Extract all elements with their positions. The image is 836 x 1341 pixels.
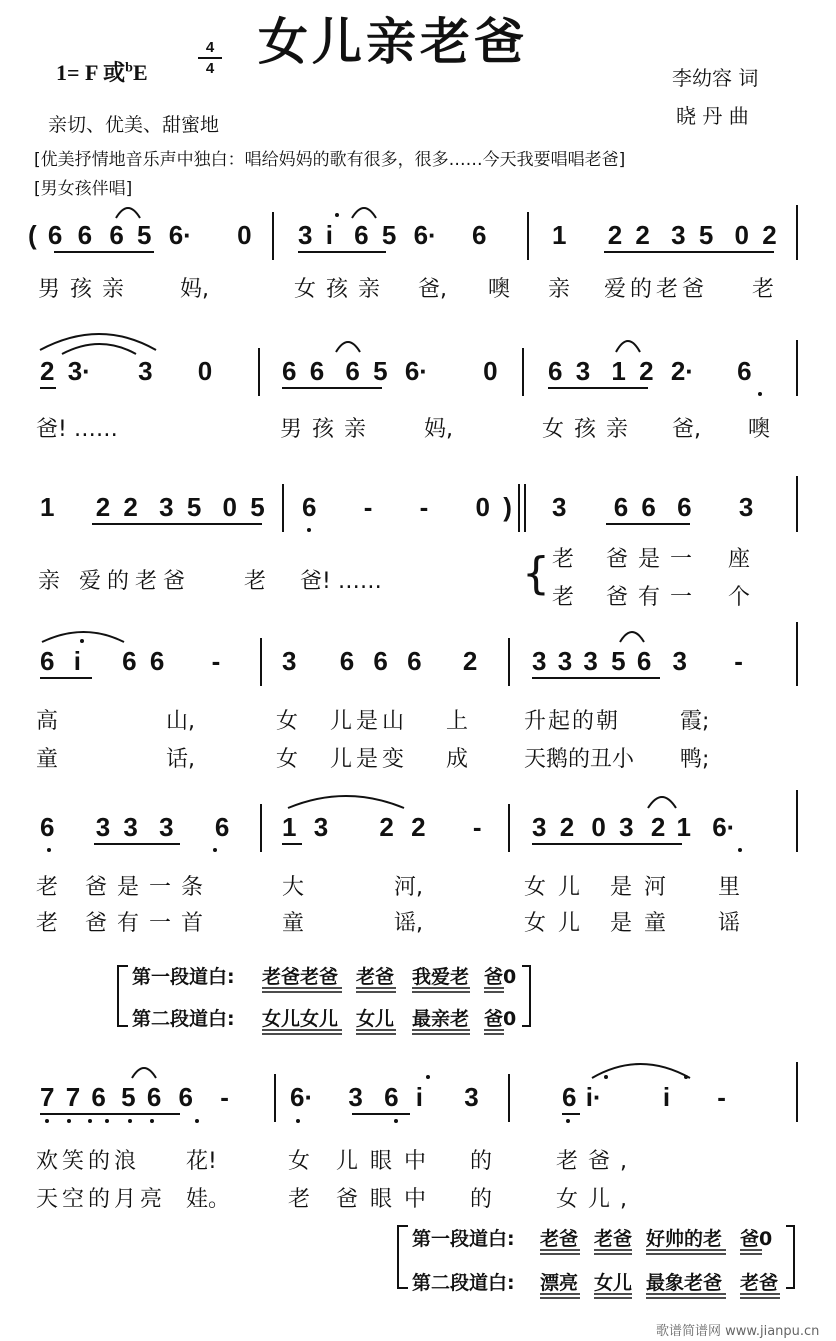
note: 1 xyxy=(282,812,297,842)
note: 3 xyxy=(348,1082,363,1112)
note: 2 xyxy=(559,812,575,842)
dialogue1-text: 爸0 xyxy=(740,1228,773,1250)
note: 5 xyxy=(381,220,397,250)
note: i xyxy=(415,1082,423,1112)
note: 2 xyxy=(379,812,394,842)
note: 2 xyxy=(411,812,426,842)
dialogue1-label: 第一段道白: xyxy=(412,1228,515,1250)
note: 1 xyxy=(611,356,626,386)
note: 3 xyxy=(575,356,591,386)
slur xyxy=(42,632,124,642)
lyric: 男孩亲 xyxy=(280,417,377,442)
note: 5 xyxy=(137,220,152,250)
verse1-lyric: 老 爸是一条 xyxy=(36,875,213,900)
note: 5 xyxy=(121,1082,136,1112)
verse1-lyric: 升起的朝 xyxy=(524,709,621,734)
slur xyxy=(336,342,360,352)
note: 3 xyxy=(95,812,111,842)
rest: 0 xyxy=(734,220,749,250)
dialogue2-label: 第二段道白: xyxy=(412,1272,515,1294)
note: 2 xyxy=(639,356,654,386)
chorus-direction: [男女孩伴唱] xyxy=(34,179,133,199)
verse1-lyric: 欢笑的浪 xyxy=(36,1149,141,1174)
dialogue1-text: 老爸 xyxy=(356,966,395,988)
note: 7 xyxy=(65,1082,81,1112)
note: 6 xyxy=(40,812,55,842)
verse1-lyric: 河, xyxy=(394,875,423,900)
note: 6 xyxy=(737,356,752,386)
rest: 0 xyxy=(237,220,252,250)
note: 6 xyxy=(384,1082,399,1112)
note: 3 xyxy=(298,220,313,250)
slur xyxy=(288,796,404,808)
note: 2 xyxy=(123,492,138,522)
paren-open: ( xyxy=(28,220,37,250)
verse1-lyric: 里 xyxy=(718,875,741,900)
time-signature: 4 4 xyxy=(198,38,222,78)
dialogue2-text: 女儿 xyxy=(356,1008,395,1030)
dialogue2-text: 爸0 xyxy=(484,1008,517,1030)
lyric: 亲 xyxy=(548,277,571,302)
verse2-lyric: 天空的月亮 xyxy=(36,1187,167,1212)
rest: 0 xyxy=(197,356,213,386)
note: 6 xyxy=(302,492,317,522)
lyric: 爸, xyxy=(672,417,701,442)
key-signature: 1= F 或$^b$E xyxy=(56,60,148,85)
note: 6 xyxy=(309,356,325,386)
lyric: 老 xyxy=(244,569,267,594)
verse2-lyric: 童 xyxy=(282,911,305,936)
verse1-lyric: 上 xyxy=(446,709,469,734)
lyric: 妈, xyxy=(424,417,453,442)
note: 6 xyxy=(47,220,63,250)
slur xyxy=(116,208,140,218)
note: i· xyxy=(585,1082,602,1112)
note: 5 xyxy=(250,492,265,522)
note: 6· xyxy=(404,356,428,386)
note: 6 xyxy=(613,492,629,522)
note: 6 xyxy=(91,1082,106,1112)
note: i xyxy=(325,220,333,250)
rest: 0 xyxy=(483,356,498,386)
note: 6 xyxy=(77,220,93,250)
lyric: 老 xyxy=(752,277,775,302)
verse2-lyric: 的 xyxy=(470,1187,493,1212)
verse2-lyric: 话, xyxy=(166,747,195,772)
verse2-lyric: 老 xyxy=(552,585,575,610)
note: 1 xyxy=(552,220,567,250)
note: 6· xyxy=(290,1082,314,1112)
dash: - xyxy=(220,1082,229,1112)
note: 6 xyxy=(471,220,487,250)
dialogue1-label: 第一段道白: xyxy=(132,966,235,988)
dialogue1-text: 老爸 xyxy=(540,1228,579,1250)
note: 3 xyxy=(532,812,547,842)
note: 1 xyxy=(40,492,55,522)
note: 2· xyxy=(670,356,694,386)
dash: - xyxy=(419,492,429,522)
spoken-intro: [优美抒情地音乐声中独白：唱给妈妈的歌有很多，很多……今天我要唱唱老爸] xyxy=(34,150,626,170)
note: 6 xyxy=(109,220,124,250)
slur xyxy=(352,208,376,218)
verse1-lyric: 爸是一 xyxy=(606,547,703,572)
dash: - xyxy=(363,492,373,522)
note: 6 xyxy=(562,1082,577,1112)
note: 3 xyxy=(532,646,547,676)
verse2-lyric: 是童 xyxy=(610,911,679,936)
lyric: 男孩亲 xyxy=(38,277,135,302)
note: 3 xyxy=(738,492,754,522)
slur xyxy=(616,341,640,352)
dialogue2-text: 老爸 xyxy=(740,1272,779,1294)
verse1-lyric: 大 xyxy=(282,875,305,900)
dialogue2-text: 女儿女儿 xyxy=(262,1008,339,1030)
verse1-lyric: 老爸, xyxy=(556,1149,637,1174)
note: 3 xyxy=(672,646,687,676)
dash: - xyxy=(717,1082,726,1112)
verse2-lyric: 谣 xyxy=(718,911,741,936)
note: 6 xyxy=(149,646,165,676)
dialogue1-text: 我爱老 xyxy=(412,966,470,988)
note: 3 xyxy=(619,812,634,842)
note: i xyxy=(73,646,81,676)
paren-close: ) xyxy=(503,492,512,522)
note: 6 xyxy=(548,356,563,386)
note: 3 xyxy=(313,812,329,842)
verse1-lyric: 女 xyxy=(288,1149,311,1174)
verse2-lyric: 老 爸有一首 xyxy=(36,911,213,936)
expression-marking: 亲切、优美、甜蜜地 xyxy=(48,114,220,136)
verse2-lyric: 女儿 xyxy=(524,911,593,936)
note: 2 xyxy=(762,220,777,250)
dialogue-bracket-right xyxy=(786,1226,794,1288)
note: 3· xyxy=(67,356,91,386)
dialogue-bracket-left xyxy=(118,966,128,1026)
note: 2 xyxy=(607,220,623,250)
verse1-lyric: 女儿 xyxy=(524,875,593,900)
dialogue2-text: 最亲老 xyxy=(412,1008,470,1030)
verse1-lyric: 老 xyxy=(552,547,575,572)
note: 1 xyxy=(676,812,691,842)
note: 6 xyxy=(178,1082,193,1112)
note: 6 xyxy=(345,356,360,386)
note: 6 xyxy=(122,646,137,676)
verse2-lyric: 个 xyxy=(728,585,751,610)
dialogue2-text: 最象老爸 xyxy=(646,1272,723,1294)
note: 3 xyxy=(557,646,573,676)
lyric: 爱的老爸 xyxy=(604,277,709,302)
lyric: 女孩亲 xyxy=(294,277,391,302)
note: 3 xyxy=(671,220,686,250)
note: 7 xyxy=(40,1082,55,1112)
song-title: 女儿亲老爸 xyxy=(258,13,528,71)
note: 3 xyxy=(159,492,174,522)
verse1-lyric: 霞; xyxy=(680,709,710,734)
verse2-lyric: 鸭; xyxy=(680,747,710,772)
verse1-lyric: 儿眼中 xyxy=(336,1149,439,1174)
note: 6 xyxy=(354,220,369,250)
note: 6· xyxy=(413,220,437,250)
note: 6 xyxy=(339,646,355,676)
dialogue-bracket-right xyxy=(522,966,530,1026)
note: 3 xyxy=(464,1082,479,1112)
verse1-lyric: 座 xyxy=(728,547,751,572)
rest: 0 xyxy=(222,492,237,522)
lyric: 爸! …… xyxy=(300,569,382,594)
verse2-lyric: 天鹅的丑小 xyxy=(524,747,635,772)
slur xyxy=(62,344,136,354)
note: 6· xyxy=(168,220,192,250)
verse1-lyric: 山, xyxy=(166,709,195,734)
dash: - xyxy=(211,646,221,676)
rest: 0 xyxy=(591,812,606,842)
verse1-lyric: 高 xyxy=(36,709,59,734)
dialogue1-text: 好帅的老 xyxy=(646,1228,723,1250)
verse1-lyric: 花! xyxy=(186,1149,217,1174)
note: 6 xyxy=(40,646,55,676)
note: 3 xyxy=(282,646,297,676)
verse2-lyric: 女 xyxy=(276,747,299,772)
note: 6 xyxy=(373,646,388,676)
note: 2 xyxy=(635,220,650,250)
note: 5 xyxy=(611,646,626,676)
note: 3 xyxy=(138,356,153,386)
verse2-lyric: 老 xyxy=(288,1187,311,1212)
verse-brace: { xyxy=(522,548,550,599)
lyric: 噢 xyxy=(748,417,771,442)
dialogue1-text: 老爸老爸 xyxy=(262,966,339,988)
note: 6 xyxy=(641,492,656,522)
verse1-lyric: 女 xyxy=(276,709,299,734)
note: 3 xyxy=(583,646,598,676)
dash: - xyxy=(472,812,482,842)
note: 6 xyxy=(214,812,230,842)
dialogue1-text: 爸0 xyxy=(484,966,517,988)
verse2-lyric: 童 xyxy=(36,747,59,772)
slur xyxy=(592,1064,690,1078)
dialogue2-text: 女儿 xyxy=(594,1272,633,1294)
verse2-lyric: 爸有一 xyxy=(606,585,703,610)
note: 3 xyxy=(159,812,174,842)
verse2-lyric: 女儿, xyxy=(556,1187,637,1212)
verse2-lyric: 娃。 xyxy=(186,1187,231,1212)
composer: 晓 丹 曲 xyxy=(676,104,749,128)
verse2-lyric: 谣, xyxy=(394,911,423,936)
dialogue2-text: 漂亮 xyxy=(540,1272,579,1294)
lyric: 爸, xyxy=(418,277,447,302)
dash: - xyxy=(734,646,743,676)
verse2-lyric: 儿是变 xyxy=(330,747,409,772)
note: 6 xyxy=(407,646,422,676)
lyricist: 李幼容 词 xyxy=(672,66,759,90)
note: 5 xyxy=(373,356,388,386)
note: 6 xyxy=(636,646,652,676)
rest: 0 xyxy=(475,492,490,522)
note: 2 xyxy=(95,492,111,522)
lyric: 亲 爱的老爸 xyxy=(38,569,191,594)
note: 3 xyxy=(123,812,138,842)
note: 2 xyxy=(462,646,478,676)
note: 6 xyxy=(677,492,692,522)
verse1-lyric: 是河 xyxy=(610,875,679,900)
lyric: 女孩亲 xyxy=(542,417,639,442)
dialogue1-text: 老爸 xyxy=(594,1228,633,1250)
note: i xyxy=(662,1082,671,1112)
slur xyxy=(40,334,156,350)
note: 5 xyxy=(186,492,202,522)
note: 6 xyxy=(146,1082,162,1112)
slur xyxy=(648,797,676,808)
note: 6 xyxy=(282,356,297,386)
note: 2 xyxy=(650,812,666,842)
note: 6· xyxy=(712,812,736,842)
slur xyxy=(620,632,644,642)
verse2-lyric: 爸眼中 xyxy=(336,1187,439,1212)
lyric: 妈, xyxy=(180,277,209,302)
verse1-lyric: 的 xyxy=(470,1149,493,1174)
dialogue2-label: 第二段道白: xyxy=(132,1008,235,1030)
lyric: 噢 xyxy=(488,277,511,302)
verse2-lyric: 成 xyxy=(446,747,469,772)
note: 5 xyxy=(698,220,714,250)
verse1-lyric: 儿是山 xyxy=(330,709,409,734)
lyric: 爸! …… xyxy=(36,417,118,442)
slur xyxy=(132,1068,156,1078)
dialogue-bracket-left xyxy=(398,1226,408,1288)
watermark: 歌谱简谱网 www.jianpu.cn xyxy=(656,1324,820,1339)
note: 2 xyxy=(40,356,55,386)
note: 3 xyxy=(552,492,567,522)
